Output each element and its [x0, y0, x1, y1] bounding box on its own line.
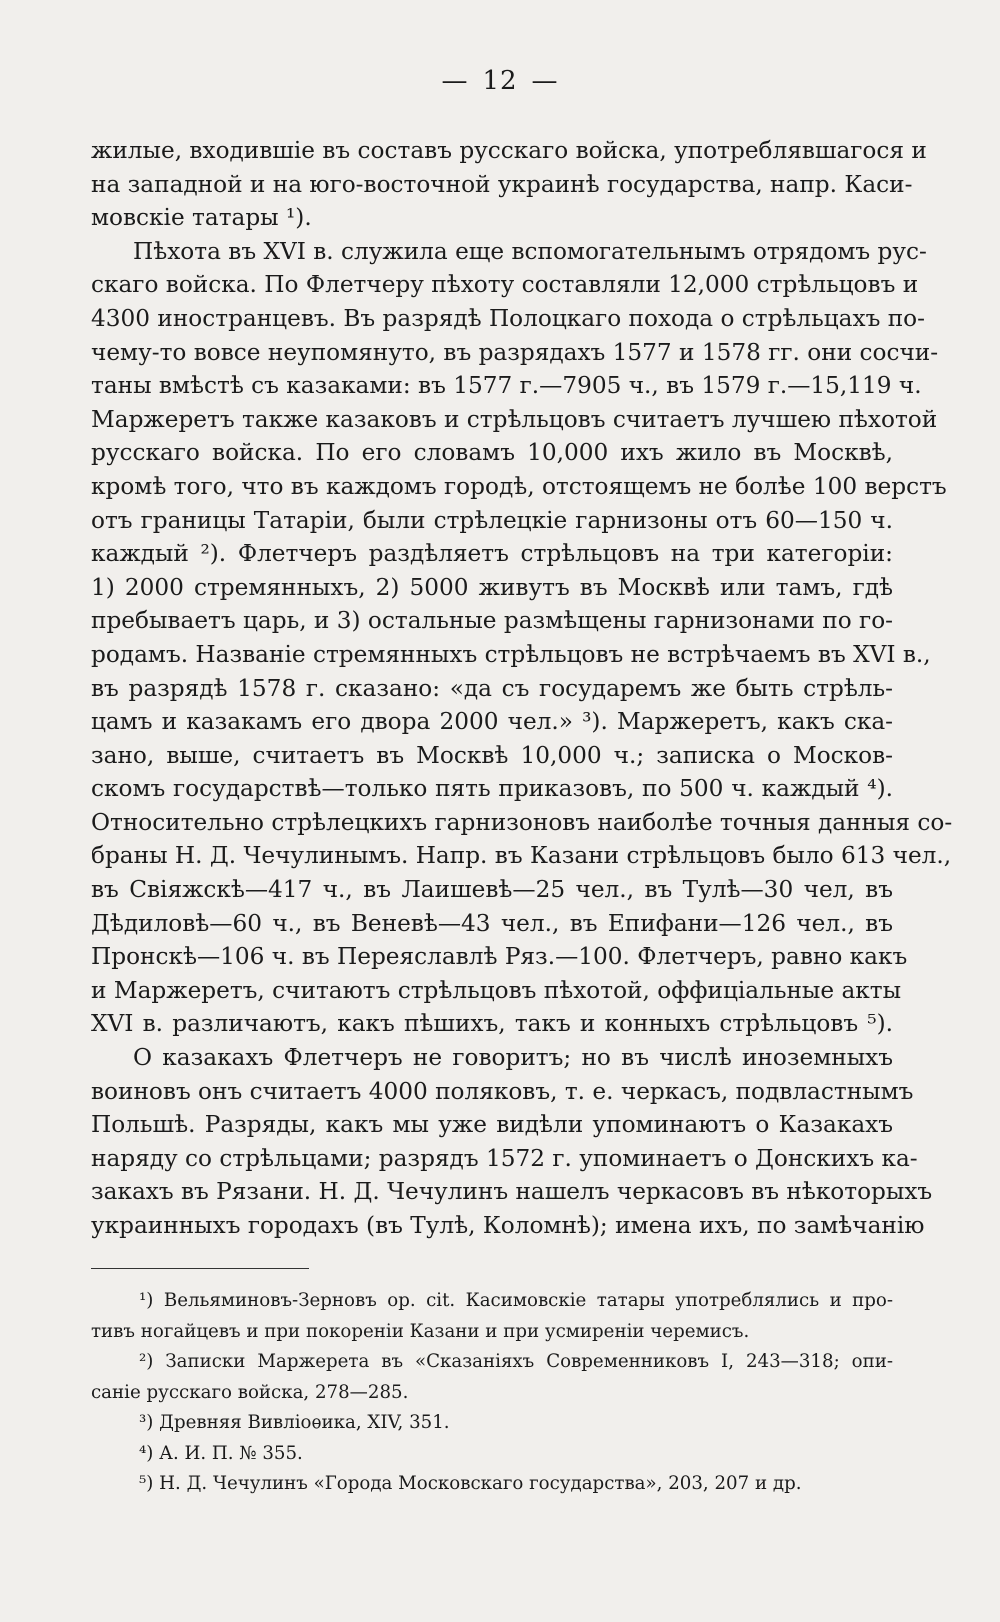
text-line: и Маржеретъ, считаютъ стрѣльцовъ пѣхотой, оффицiальные акты — [91, 976, 902, 1004]
footnote-line: санiе русскаго войска, 278—285. — [91, 1381, 409, 1403]
text-line: украинныхъ городахъ (въ Тулѣ, Коломнѣ); имена ихъ, по замѣчанiю — [91, 1212, 925, 1239]
text-line: кромѣ того, что въ каждомъ городѣ, отстоящемъ не болѣе 100 верстъ — [91, 472, 947, 500]
main-text — [91, 134, 953, 1243]
text-line: Пронскѣ—106 ч. въ Переяславлѣ Ряз.—100. Флетчеръ, равно какъ — [91, 943, 908, 971]
footnote-divider — [91, 1268, 309, 1269]
text-line: въ Свiяжскѣ—417 ч., въ Лаишевѣ—25 чел., въ Тулѣ—30 чел, въ — [91, 876, 893, 904]
text-line: Польшѣ. Разряды, какъ мы уже видѣли упоминаютъ о Казакахъ — [91, 1111, 893, 1139]
text-line: жилые, входившiе въ составъ русскаго войска, употреблявшагося и — [91, 137, 927, 164]
text-line: цамъ и казакамъ его двора 2000 чел.» ³). Маржеретъ, какъ ска- — [91, 708, 893, 736]
text-line: наряду со стрѣльцами; разрядъ 1572 г. упоминаетъ о Донскихъ ка- — [91, 1144, 918, 1172]
page-header — [0, 66, 1000, 96]
text-line: каждый ²). Флетчеръ раздѣляетъ стрѣльцовъ на три категорiи: — [91, 540, 893, 568]
footnote-line: ⁴) А. И. П. № 355. — [139, 1442, 303, 1464]
footnote-line: ¹) Вельяминовъ-Зерновъ ор. cit. Касимовскiе татары употреблялись и про- — [139, 1290, 893, 1311]
text-line: Маржеретъ также казаковъ и стрѣльцовъ считаетъ лучшею пѣхотой — [91, 405, 938, 433]
text-line: мовскiе татары ¹). — [91, 204, 312, 232]
text-line: 4300 иностранцевъ. Въ разрядѣ Полоцкаго похода о стрѣльцахъ по- — [91, 304, 925, 332]
page-number: 12 — [482, 66, 518, 96]
text-line: О казакахъ Флетчеръ не говоритъ; но въ числѣ иноземныхъ — [133, 1044, 893, 1072]
text-line: пребываетъ царь, и 3) остальные размѣщены гарнизонами по го- — [91, 607, 893, 635]
text-line: скаго войска. По Флетчеру пѣхоту составляли 12,000 стрѣльцовъ и — [91, 271, 919, 299]
text-line: родамъ. Названiе стремянныхъ стрѣльцовъ не встрѣчаемъ въ XVI в., — [91, 640, 931, 668]
text-line: браны Н. Д. Чечулинымъ. Напр. въ Казани стрѣльцовъ было 613 чел., — [91, 842, 952, 870]
text-line: таны вмѣстѣ съ казаками: въ 1577 г.—7905 ч., въ 1579 г.—15,119 ч. — [91, 372, 922, 400]
text-line: русскаго войска. По его словамъ 10,000 ихъ жило въ Москвѣ, — [91, 439, 893, 467]
text-line: Пѣхота въ XVI в. служила еще вспомогательнымъ отрядомъ рус- — [133, 237, 927, 265]
header-dash-right: — — [531, 66, 559, 96]
text-line: воиновъ онъ считаетъ 4000 поляковъ, т. е. черкасъ, подвластнымъ — [91, 1077, 914, 1105]
text-line: Относительно стрѣлецкихъ гарнизоновъ наиболѣе точныя данныя со- — [91, 808, 953, 836]
text-line: чему-то вовсе неупомянуто, въ разрядахъ 1577 и 1578 гг. они сосчи- — [91, 338, 939, 366]
text-line: въ разрядѣ 1578 г. сказано: «да съ государемъ же быть стрѣль- — [91, 674, 893, 702]
footnote-line: ⁵) Н. Д. Чечулинъ «Города Московскаго государства», 203, 207 и др. — [139, 1473, 802, 1494]
text-line: XVI в. различаютъ, какъ пѣшихъ, такъ и конныхъ стрѣльцовъ ⁵). — [91, 1010, 893, 1038]
footnote-line: ²) Записки Маржерета въ «Сказанiяхъ Современниковъ I, 243—318; опи- — [139, 1351, 893, 1372]
text-line: 1) 2000 стремянныхъ, 2) 5000 живутъ въ Москвѣ или тамъ, гдѣ — [91, 573, 893, 601]
header-dash-left: — — [441, 66, 469, 96]
footnote-line: тивъ ногайцевъ и при покоренiи Казани и при усмиренiи черемисъ. — [91, 1320, 750, 1342]
text-line: скомъ государствѣ—только пять приказовъ, по 500 ч. каждый ⁴). — [91, 775, 893, 803]
footnote-line: ³) Древняя Вивлiоѳика, XIV, 351. — [139, 1412, 450, 1433]
text-line: на западной и на юго-восточной украинѣ государства, напр. Каси- — [91, 170, 913, 198]
text-line: закахъ въ Рязани. Н. Д. Чечулинъ нашелъ черкасовъ въ нѣкоторыхъ — [91, 1178, 933, 1206]
text-line: Дѣдиловѣ—60 ч., въ Веневѣ—43 чел., въ Епифани—126 чел., въ — [91, 909, 893, 937]
footnotes — [91, 1286, 893, 1500]
text-line: зано, выше, считаетъ въ Москвѣ 10,000 ч.; записка о Москов- — [91, 741, 893, 769]
text-line: отъ границы Татарiи, были стрѣлецкiе гарнизоны отъ 60—150 ч. — [91, 506, 893, 534]
